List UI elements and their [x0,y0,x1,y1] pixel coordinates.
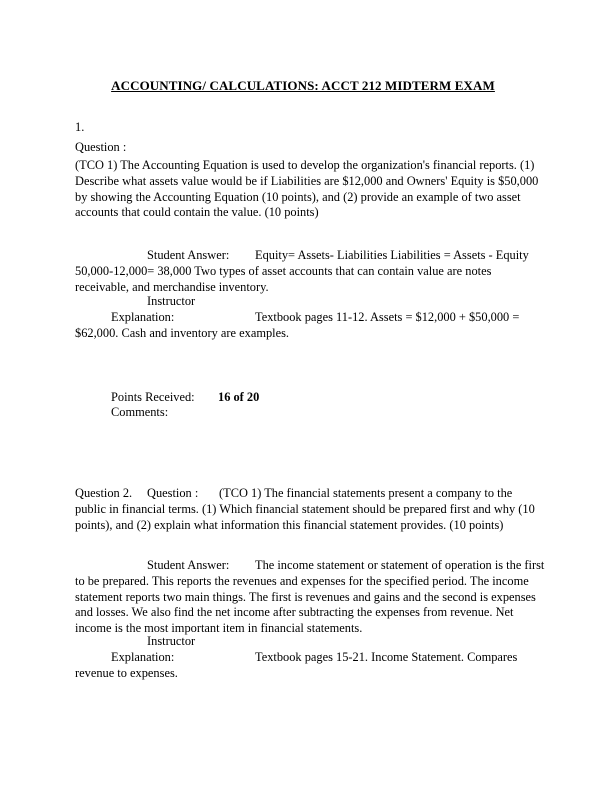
q1-instructor-explanation [75,294,545,341]
q2-question [75,486,545,533]
q2-student-answer-label: Student Answer: [147,558,230,572]
q1-instructor-text: Textbook pages 11-12. Assets = $12,000 + $50,000 = $62,000. Cash and inventory are examples. [75,309,520,340]
q1-points-label: Points Received: [111,390,195,404]
q1-points-value: 16 of 20 [218,390,260,404]
q2-student-answer-text: The income statement or statement of operation is the first to be prepared. This reports the revenues and expenses for the specified period. The income statement reports two main things. The first is revenues and gains and the second is expenses and losses. We also find the net income after subtracting the expenses from revenue. Net income is the most important item in financial statements. [75,558,545,636]
q1-student-answer [75,248,545,295]
q1-number: 1. [75,120,85,134]
q1-question-label: Question : [75,140,127,154]
q1-student-answer-label: Student Answer: [147,248,230,262]
q2-question-label: Question : [147,486,199,500]
q2-student-answer [75,558,545,637]
q2-instructor-label: Instructor Explanation: [111,634,196,664]
q2-question-text: (TCO 1) The financial statements present a company to the public in financial terms. (1) Which financial statement should be prepared first and why (10 points), and (2) explain what information this financial statement provides. (10 points) [75,486,535,532]
q1-question-text: (TCO 1) The Accounting Equation is used to develop the organization's financial reports. (1) Describe what assets value would be if Liabilities are $12,000 and Owners' Equity is $50,000 by showing the Accounting Equation (10 points), and (2) provide an example of two asset accounts that could contain the value. (10 points) [75,158,539,220]
q1-instructor-label: Instructor Explanation: [111,294,196,324]
q1-points-row [111,390,259,405]
q2-instructor-explanation [75,634,545,681]
q2-number-label: Question 2. [75,486,133,500]
q1-comments-label: Comments: [111,405,169,419]
q1-student-answer-text: Equity= Assets- Liabilities Liabilities = Assets - Equity 50,000-12,000= 38,000 Two types of asset accounts that can contain value are notes receivable, and merchandise inventory. [75,248,529,294]
exam-title: ACCOUNTING/ CALCULATIONS: ACCT 212 MIDTERM EXAM [111,78,495,93]
q2-instructor-text: Textbook pages 15-21. Income Statement. Compares revenue to expenses. [75,649,518,680]
